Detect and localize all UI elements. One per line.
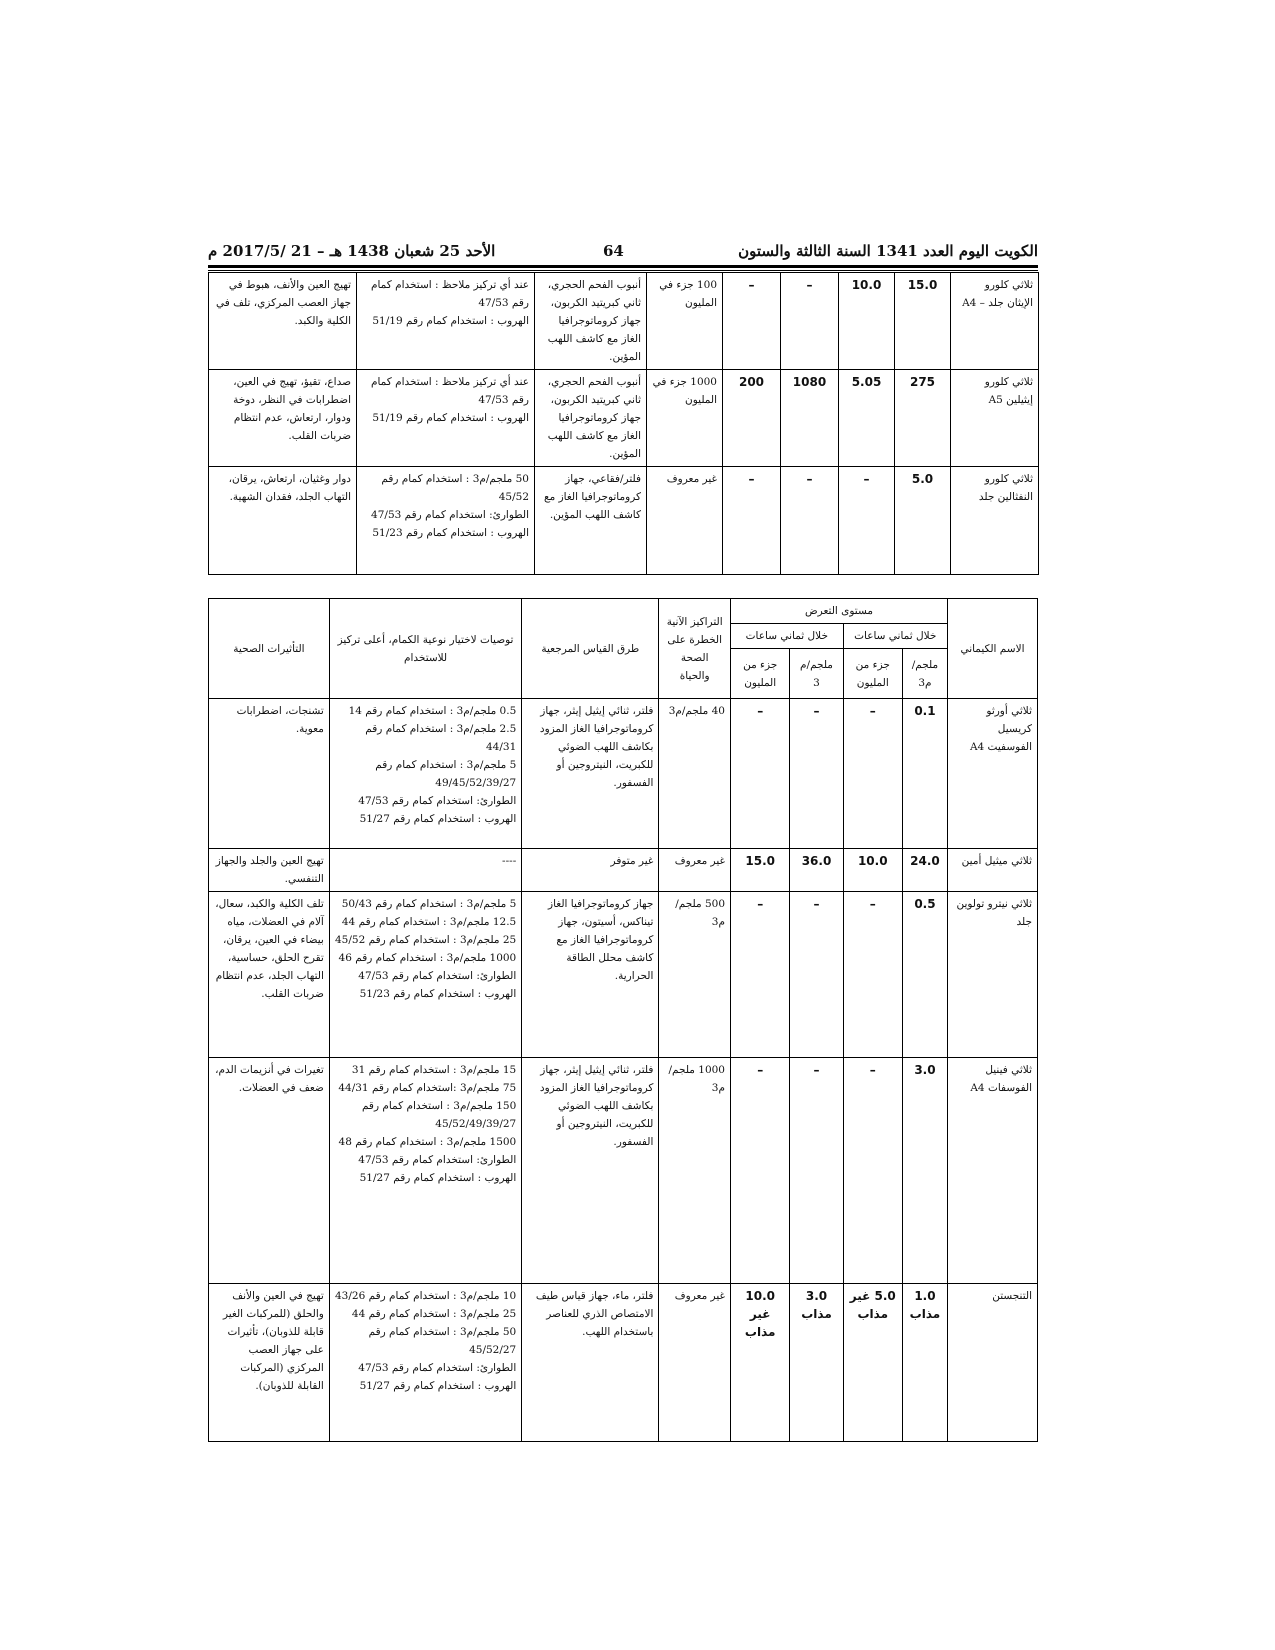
respirator-line: 5 ملجم/م3 : استخدام كمام رقم 49/45/52/39/27 [375, 759, 517, 789]
cell-health-effects: تشنجات، اضطرابات معوية. [209, 699, 330, 849]
cell-idlh: غير معروف [647, 467, 723, 575]
respirator-line: الطوارئ: استخدام كمام رقم 47/53 [358, 1362, 517, 1374]
header-methods: طرق القياس المرجعية [522, 599, 659, 699]
cell-value-3: – [790, 699, 843, 849]
cell-method: فلتر، ثنائي إيثيل إيثر، جهاز كروماتوجرافيا الغاز المزود بكاشف اللهب الضوئي للكبريت، النيتروجين أو الفسفور. [522, 699, 659, 849]
respirator-line: 75 ملجم/م3 :استخدام كمام رقم 44/31 [338, 1082, 517, 1094]
cell-health-effects: تهيج العين والأنف، هبوط في جهاز العصب المركزي، تلف في الكلية والكبد. [209, 273, 357, 370]
cell-value-1: 3.0 [902, 1058, 947, 1284]
respirator-line: 2.5 ملجم/م3 : استخدام كمام رقم 44/31 [365, 723, 517, 753]
cell-value-2: – [843, 892, 902, 1058]
header-period-a: خلال ثماني ساعات [843, 624, 947, 649]
table-row [209, 1058, 1038, 1284]
respirator-line: 0.5 ملجم/م3 : استخدام كمام رقم 14 [348, 705, 517, 717]
respirator-line: ---- [502, 855, 517, 867]
chemicals-table [208, 598, 1038, 1442]
header-rule-thin [208, 270, 1038, 271]
cell-value-3: – [790, 1058, 843, 1284]
cell-value-4: – [723, 273, 781, 370]
table-row [209, 892, 1038, 1058]
cell-value-1: 0.1 [902, 699, 947, 849]
respirator-line: الهروب : استخدام كمام رقم 51/27 [359, 1172, 517, 1184]
page-header [208, 238, 1038, 266]
cell-method: غير متوفر [522, 849, 659, 892]
cell-chemical-name: ثلاثي كلورو إيثيلين A5 [951, 370, 1039, 467]
respirator-line: الهروب : استخدام كمام رقم 51/23 [359, 988, 517, 1000]
header-respirator: توصيات لاختيار نوعية الكمام، أعلى تركيز للاستخدام [329, 599, 521, 699]
cell-method: جهاز كروماتوجرافيا الغاز تيناكس، أسيتون، جهاز كروماتوجرافيا الغاز مع كاشف محلل الطاقة الحرارية. [522, 892, 659, 1058]
cell-method: فلتر/فقاعي، جهاز كروماتوجرافيا الغاز مع كاشف اللهب المؤين. [535, 467, 647, 575]
cell-respirator [357, 370, 535, 467]
cell-chemical-name: ثلاثي ميثيل أمين [947, 849, 1037, 892]
respirator-line: 50 ملجم/م3 : استخدام كمام رقم 45/52/27 [368, 1326, 517, 1356]
cell-value-4: – [723, 467, 781, 575]
respirator-line: الطوارئ: استخدام كمام رقم 47/53 [358, 1154, 517, 1166]
respirator-line: الهروب : استخدام كمام رقم 51/19 [372, 315, 529, 327]
cell-health-effects: تهيج في العين والأنف والحلق (للمركبات الغير قابلة للذوبان)، تأثيرات على جهاز العصب المركزي (المركبات القابلة للذوبان). [209, 1284, 330, 1442]
respirator-line: عند أي تركيز ملاحظ : استخدام كمام رقم 47/53 [370, 279, 529, 309]
cell-value-1: 0.5 [902, 892, 947, 1058]
respirator-line: 1500 ملجم/م3 : استخدام كمام رقم 48 [338, 1136, 517, 1148]
cell-method: أنبوب الفحم الحجري، ثاني كبريتيد الكربون، جهاز كروماتوجرافيا الغاز مع كاشف اللهب المؤين. [535, 273, 647, 370]
cell-value-3: – [790, 892, 843, 1058]
cell-chemical-name: ثلاثي كلورو الإيثان جلد – A4 [951, 273, 1039, 370]
header-idlh: التراكيز الآنية الخطرة على الصحة والحياة [659, 599, 731, 699]
table-row [209, 849, 1038, 892]
table-row [209, 699, 1038, 849]
cell-idlh: 100 جزء في المليون [647, 273, 723, 370]
cell-value-1: 5.0 [895, 467, 951, 575]
cell-idlh: 1000 جزء في المليون [647, 370, 723, 467]
cell-idlh: غير معروف [659, 849, 731, 892]
table-row [209, 273, 1039, 370]
respirator-line: الهروب : استخدام كمام رقم 51/23 [372, 527, 529, 539]
respirator-line: الطوارئ: استخدام كمام رقم 47/53 [358, 970, 517, 982]
cell-chemical-name: ثلاثي نيترو تولوين جلد [947, 892, 1037, 1058]
cell-value-2: – [839, 467, 895, 575]
cell-health-effects: تغيرات في أنزيمات الدم، ضعف في العضلات. [209, 1058, 330, 1284]
cell-chemical-name: ثلاثي أورثو كريسيل الفوسفيت A4 [947, 699, 1037, 849]
cell-chemical-name: ثلاثي كلورو النفثالين جلد [951, 467, 1039, 575]
respirator-line: 5 ملجم/م3 : استخدام كمام رقم 50/43 [341, 898, 517, 910]
cell-health-effects: دوار وغثيان، ارتعاش، يرقان، التهاب الجلد، فقدان الشهية. [209, 467, 357, 575]
cell-value-1: 275 [895, 370, 951, 467]
table-row [209, 370, 1039, 467]
table-row [209, 467, 1039, 575]
table-row [209, 1284, 1038, 1442]
cell-value-1: 1.0 مذاب [902, 1284, 947, 1442]
cell-chemical-name: التنجستن [947, 1284, 1037, 1442]
respirator-line: 50 ملجم/م3 : استخدام كمام رقم 45/52 [381, 473, 529, 503]
cell-respirator [329, 849, 521, 892]
cell-method: أنبوب الفحم الحجري، ثاني كبريتيد الكربون، جهاز كروماتوجرافيا الغاز مع كاشف اللهب المؤين. [535, 370, 647, 467]
chemicals-table-continued [208, 272, 1039, 575]
cell-value-2: – [843, 699, 902, 849]
cell-idlh: 40 ملجم/م3 [659, 699, 731, 849]
newspaper-issue-info: الكويت اليوم العدد 1341 السنة الثالثة والستون [738, 242, 1038, 260]
cell-value-2: 10.0 [843, 849, 902, 892]
cell-chemical-name: ثلاثي فينيل الفوسفات A4 [947, 1058, 1037, 1284]
cell-value-1: 24.0 [902, 849, 947, 892]
header-exposure-level: مستوى التعرض [731, 599, 948, 624]
cell-value-3: 36.0 [790, 849, 843, 892]
header-chemical-name: الاسم الكيماني [947, 599, 1037, 699]
cell-value-2: 5.0 غير مذاب [843, 1284, 902, 1442]
cell-method: فلتر، ماء، جهاز قياس طيف الامتصاص الذري للعناصر باستخدام اللهب. [522, 1284, 659, 1442]
cell-method: فلتر، ثنائي إيثيل إيثر، جهاز كروماتوجرافيا الغاز المزود بكاشف اللهب الضوئي للكبريت، النيتروجين أو الفسفور. [522, 1058, 659, 1284]
cell-health-effects: صداع، تقيؤ، تهيج في العين، اضطرابات في النظر، دوخة ودوار، ارتعاش، عدم انتظام ضربات القلب. [209, 370, 357, 467]
cell-respirator [357, 273, 535, 370]
cell-value-4: 200 [723, 370, 781, 467]
issue-date: الأحد 25 شعبان 1438 هـ – 21 /2017/5 م [208, 242, 496, 260]
header-rule [208, 265, 1038, 268]
cell-idlh: 1000 ملجم/م3 [659, 1058, 731, 1284]
respirator-line: 1000 ملجم/م3 : استخدام كمام رقم 46 [338, 952, 517, 964]
respirator-line: 15 ملجم/م3 : استخدام كمام رقم 31 [351, 1064, 517, 1076]
header-ppm: جزء من المليون [843, 649, 902, 699]
cell-value-4: 10.0 غير مذاب [731, 1284, 790, 1442]
respirator-line: عند أي تركيز ملاحظ : استخدام كمام رقم 47/53 [370, 376, 529, 406]
respirator-line: الهروب : استخدام كمام رقم 51/27 [359, 1380, 517, 1392]
respirator-line: الهروب : استخدام كمام رقم 51/27 [359, 813, 517, 825]
cell-value-2: – [843, 1058, 902, 1284]
respirator-line: 25 ملجم/م3 : استخدام كمام رقم 45/52 [335, 934, 517, 946]
cell-value-3: – [781, 273, 839, 370]
cell-respirator [329, 699, 521, 849]
respirator-line: 150 ملجم/م3 : استخدام كمام رقم 45/52/49/39/27 [361, 1100, 517, 1130]
cell-respirator [329, 892, 521, 1058]
cell-idlh: غير معروف [659, 1284, 731, 1442]
respirator-line: 25 ملجم/م3 : استخدام كمام رقم 44 [351, 1308, 517, 1320]
respirator-line: الهروب : استخدام كمام رقم 51/19 [372, 412, 529, 424]
cell-health-effects: تلف الكلية والكبد، سعال، آلام في العضلات، مياه بيضاء في العين، يرقان، تقرح الحلق، حساسية، التهاب الجلد، عدم انتظام ضربات القلب. [209, 892, 330, 1058]
cell-value-4: – [731, 699, 790, 849]
cell-respirator [329, 1058, 521, 1284]
cell-value-1: 15.0 [895, 273, 951, 370]
header-health-effects: التأثيرات الصحية [209, 599, 330, 699]
header-mg2: ملجم/م 3 [790, 649, 843, 699]
cell-value-2: 10.0 [839, 273, 895, 370]
cell-value-3: – [781, 467, 839, 575]
cell-value-4: – [731, 892, 790, 1058]
cell-idlh: 500 ملجم/م3 [659, 892, 731, 1058]
cell-value-2: 5.05 [839, 370, 895, 467]
header-period-b: خلال ثماني ساعات [731, 624, 844, 649]
respirator-line: 12.5 ملجم/م3 : استخدام كمام رقم 44 [341, 916, 517, 928]
cell-respirator [329, 1284, 521, 1442]
respirator-line: 10 ملجم/م3 : استخدام كمام رقم 43/26 [335, 1290, 517, 1302]
cell-health-effects: تهيج العين والجلد والجهاز التنفسي. [209, 849, 330, 892]
header-ppm2: جزء من المليون [731, 649, 790, 699]
respirator-line: الطوارئ: استخدام كمام رقم 47/53 [358, 795, 517, 807]
header-mg: ملجم/ م3 [902, 649, 947, 699]
cell-value-3: 3.0 مذاب [790, 1284, 843, 1442]
cell-respirator [357, 467, 535, 575]
cell-value-3: 1080 [781, 370, 839, 467]
cell-value-4: 15.0 [731, 849, 790, 892]
page-number: 64 [603, 242, 624, 260]
respirator-line: الطوارئ: استخدام كمام رقم 47/53 [371, 509, 529, 521]
cell-value-4: – [731, 1058, 790, 1284]
